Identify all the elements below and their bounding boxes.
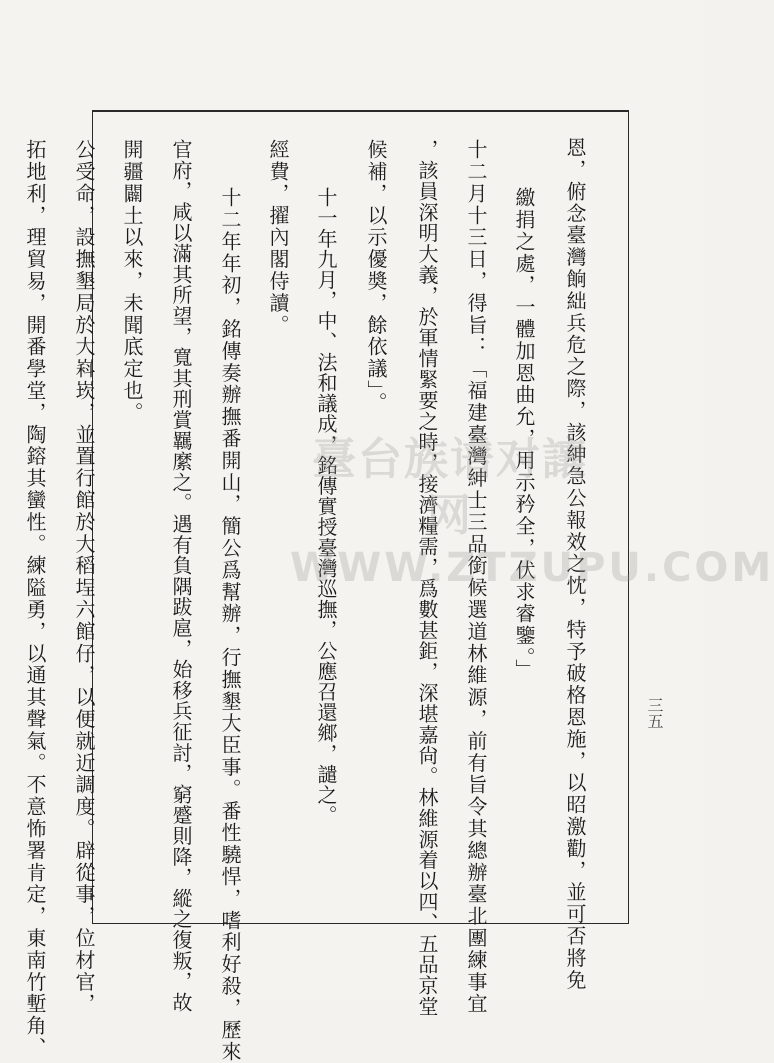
page-number: 三五 — [645, 697, 664, 729]
text-column-10: 開疆闢土以來，未聞底定也。 — [120, 139, 144, 424]
text-column-12: 拓地利，理貿易，開番學堂，陶鎔其蠻性。練隘勇，以通其聲氣。不意怖署肯定，東南竹塹角、 — [23, 139, 47, 1059]
watermark-url: WWW.ZTZUPU.COM — [290, 545, 774, 591]
watermark-chinese: 臺台族谱对讓网 — [312, 434, 588, 541]
text-column-8: 十二年年初，銘傳奏辦撫番開山，簡公爲幫辦，行撫墾大臣事。番性驍悍，嗜利好殺，歷來 — [218, 187, 242, 1063]
text-column-7: 經費，擢內閣侍讀。 — [266, 139, 290, 337]
text-column-4: ，該員深明大義，於軍情緊要之時，接濟糧需，爲數甚鉅，深堪嘉尙。林維源着以四、五品京堂 — [415, 139, 439, 1017]
text-column-1: 恩，俯念臺灣餉絀兵危之際，該紳急公報效之忱，特予破格恩施，以昭激勸，並可否將免 — [563, 137, 587, 992]
text-column-5: 候補，以示優奬，餘依議」。 — [364, 139, 388, 414]
text-column-9: 官府，咸以滿其所望，寬其刑賞羈縻之。遇有負隅跋扈，始移兵征討，窮蹙則降，縱之復叛，故 — [169, 139, 193, 1013]
text-column-11: 公受命，設撫墾局於大嵙崁，並置行館於大稻埕六館仔，以便就近調度。辟從事，位材官， — [72, 139, 96, 1015]
text-column-2: 繳捐之處，一體加恩曲允，用示矜全，伏求睿鑒。」 — [512, 187, 536, 681]
text-column-6: 十一年九月，中、法和議成，銘傳實授臺灣巡撫，公應召還鄉，譴之。 — [314, 187, 338, 826]
text-column-3: 十二月十三日，得旨：「福建臺灣紳士三品銜候選道林維源，前有旨令其總辦臺北團練事宜 — [464, 139, 488, 1015]
